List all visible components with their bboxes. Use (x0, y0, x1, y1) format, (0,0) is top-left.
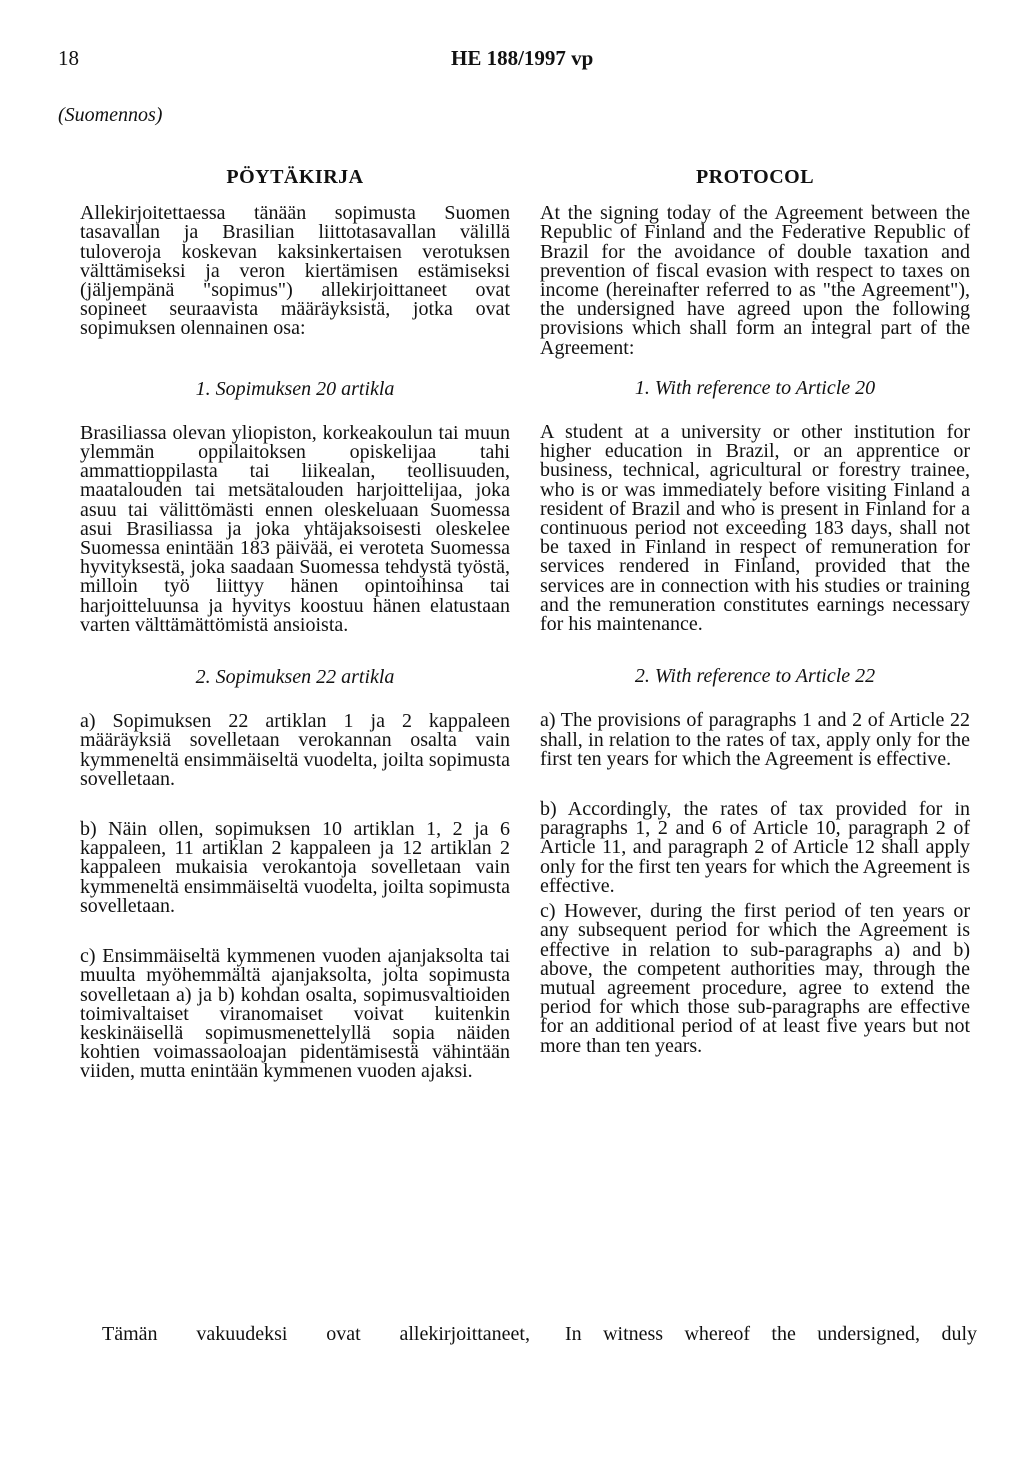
finnish-para-a: a) Sopimuksen 22 artiklan 1 ja 2 kappaleen määräyksiä sovelletaan verokannan osalta vain kymmeneltä ensimmäiseltä vuodelta, joilta sopimusta sovelletaan. (80, 710, 510, 790)
english-column (540, 168, 970, 1056)
finnish-para-b: b) Näin ollen, sopimuksen 10 artiklan 1, 2 ja 6 kappaleen, 11 artiklan 2 kappaleen ja 12 artiklan 2 kappaleen mukaisia verokantoja sovelletaan vain kymmeneltä ensimmäiseltä vuodelta, joilta sopimusta sovelletaan. (80, 818, 510, 917)
english-para-c: c) However, during the first period of ten years or any subsequent period for which the Agreement is effective in relation to sub-paragraphs a) and b) above, the competent authorities may, through the mutual agreement procedure, agree to extend the period for which those sub-paragraphs are effective for an additional period of at least five years but not more than ten years. (540, 900, 970, 1057)
finnish-article1-text: Brasiliassa olevan yliopiston, korkeakoulun tai muun ylemmän oppilaitoksen opiskelijaa tahi ammattioppilasta tai liikealan, teollisuuden, maatalouden tai metsätalouden harjoittelijaa, joka asuu tai välittömästi ennen oleskeluaan Suomessa asui Brasiliassa ja joka yhtäjaksoisesti oleskelee Suomessa enintään 183 päivää, ei veroteta Suomessa hyvityksestä, joka saadaan Suomessa tehdystä työstä, milloin työ liittyy hänen opintoihinsa tai harjoitteluunsa ja hyvitys koostuu hänen elatustaan varten välttämättömistä ansioista. (80, 421, 510, 636)
document-id: HE 188/1997 vp (451, 46, 594, 70)
english-article1-text: A student at a university or other institution for higher education in Brazil, or an apprentice or business, technical, agricultural or forestry trainee, who is or was immediately before visiting Finland a resident of Brazil and who is present in Finland for a continuous period not exceeding 183 days, shall not be taxed in Finland in respect of remuneration for services rendered in Finland, provided that the services are in connection with his studies or training and the remuneration constitutes earnings necessary for his maintenance. (540, 421, 970, 636)
finnish-title: PÖYTÄKIRJA (226, 166, 364, 188)
english-para-b: b) Accordingly, the rates of tax provided for in paragraphs 1, 2 and 6 of Article 10, paragraph 2 of Article 11, and paragraph 2 of Article 12 shall apply only for the first ten years for which the Agreement is effective. (540, 798, 970, 897)
english-article1-heading: 1. With reference to Article 20 (634, 376, 876, 399)
finnish-column (80, 168, 510, 1082)
english-title: PROTOCOL (695, 166, 815, 188)
finnish-article1-heading: 1. Sopimuksen 20 artikla (195, 377, 395, 400)
english-intro: At the signing today of the Agreement between the Republic of Finland and the Federative Republic of Brazil for the avoidance of double taxation and prevention of fiscal evasion with respect to taxes on income (hereinafter referred to as "the Agreement"), the undersigned have agreed upon the following provisions which shall form an integral part of the Agreement: (540, 202, 970, 359)
english-para-a: a) The provisions of paragraphs 1 and 2 of Article 22 shall, in relation to the rates of tax, apply only for the first ten years for which the Agreement is effective. (540, 709, 970, 770)
finnish-para-c: c) Ensimmäiseltä kymmenen vuoden ajanjaksolta tai muulta myöhemmältä ajanjaksolta, jolta sopimusta sovelletaan a) ja b) kohdan osalta, sopimusvaltioiden toimivaltaiset viranomaiset voivat kuitenkin keskinäisellä sopimusmenettelyllä sopia näiden kohtien voimassaoloajan pidentämisestä vähintään viiden, mutta enintään kymmenen vuoden ajaksi. (80, 945, 510, 1083)
finnish-intro: Allekirjoitettaessa tänään sopimusta Suomen tasavallan ja Brasilian liittotasavallan välillä tuloveroja koskevan kaksinkertaisen verotuksen välttämiseksi ja veron kiertämisen estämiseksi (jäljempänä "sopimus") allekirjoittaneet ovat sopineet seuraavista määräyksistä, jotka ovat sopimuksen olennainen osa: (80, 202, 510, 340)
english-article2-heading: 2. With reference to Article 22 (634, 665, 876, 688)
finnish-article2-heading: 2. Sopimuksen 22 artikla (195, 666, 395, 689)
translation-note: (Suomennos) (58, 104, 163, 126)
finnish-closing: Tämän vakuudeksi ovat allekirjoittaneet, (102, 1323, 530, 1345)
page-number: 18 (58, 46, 79, 70)
english-closing: In witness whereof the undersigned, duly (565, 1323, 977, 1345)
